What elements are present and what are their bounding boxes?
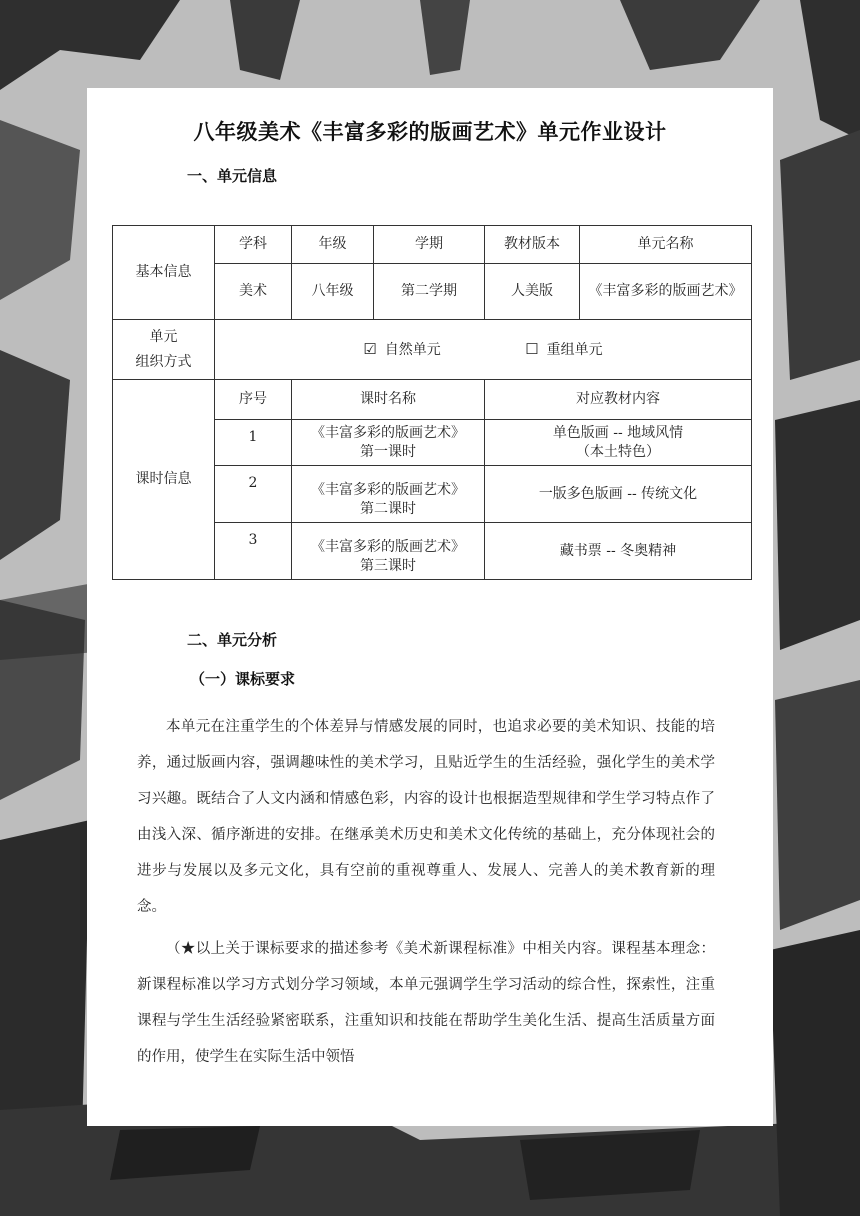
org-method-label xyxy=(113,320,215,380)
lesson-name-line2: 第一课时 xyxy=(360,443,416,460)
lesson-content: 一版多色版画 -- 传统文化 xyxy=(485,466,752,523)
unchecked-box-icon: ☐ xyxy=(525,339,539,358)
lesson-header-name: 课时名称 xyxy=(292,380,485,420)
lesson-content-line1: 单色版画 -- 地域风情 xyxy=(552,424,684,441)
section-heading-unit-info: 一、单元信息 xyxy=(187,167,278,185)
org-label-line2: 组织方式 xyxy=(135,353,192,370)
header-textbook-version: 教材版本 xyxy=(485,226,580,264)
header-unit-name: 单元名称 xyxy=(580,226,752,264)
lesson-number: 1 xyxy=(215,420,292,466)
document-title: 八年级美术《丰富多彩的版画艺术》单元作业设计 xyxy=(193,120,667,144)
body-paragraph: 本单元在注重学生的个体差异与情感发展的同时，也追求必要的美术知识、技能的培养，通过版画内容，强调趣味性的美术学习，且贴近学生的生活经验，强化学生的美术学习兴趣。既结合了人文内涵和情感色彩，内容的设计也根据造型规律和学生学习特点作了由浅入深、循序渐进的安排。在继承美术历史和美术文化传统的基础上，充分体现社会的进步与发展以及多元文化，具有空前的重视尊重人、发展人、完善人的美术教育新的理念。 xyxy=(137,719,715,915)
lesson-name-line1: 《丰富多彩的版画艺术》 xyxy=(311,482,465,498)
checked-box-icon: ☑ xyxy=(363,339,377,358)
lesson-info-label: 课时信息 xyxy=(113,380,215,580)
lesson-name-line2: 第二课时 xyxy=(360,501,416,517)
header-subject: 学科 xyxy=(215,226,292,264)
lesson-header-number: 序号 xyxy=(215,380,292,420)
lesson-name xyxy=(292,420,485,466)
header-term: 学期 xyxy=(374,226,485,264)
value-subject: 美术 xyxy=(215,264,292,320)
regroup-unit-label: 重组单元 xyxy=(546,341,603,358)
body-paragraph: （★以上关于课标要求的描述参考《美术新课程标准》中相关内容。课程基本理念：新课程标准以学习方式划分学习领域，本单元强调学生学习活动的综合性，探索性，注重课程与学生生活经验紧密联系，注重知识和技能在帮助学生美化生活、提高生活质量方面的作用，使学生在实际生活中领悟 xyxy=(137,941,715,1065)
natural-unit-label: 自然单元 xyxy=(384,341,441,358)
section-heading-unit-analysis: 二、单元分析 xyxy=(187,631,278,649)
natural-unit-option[interactable] xyxy=(363,340,440,360)
value-unit-name: 《丰富多彩的版画艺术》 xyxy=(580,264,752,320)
lesson-number: 2 xyxy=(215,466,292,523)
basic-info-label: 基本信息 xyxy=(113,226,215,320)
document-page xyxy=(87,88,773,1126)
lesson-name xyxy=(292,523,485,580)
header-grade: 年级 xyxy=(292,226,374,264)
value-textbook-version: 人美版 xyxy=(485,264,580,320)
subheading-curriculum-requirements: （一）课标要求 xyxy=(190,670,296,688)
lesson-number: 3 xyxy=(215,523,292,580)
lesson-header-content: 对应教材内容 xyxy=(485,380,752,420)
lesson-name-line1: 《丰富多彩的版画艺术》 xyxy=(311,424,465,441)
lesson-content: 藏书票 -- 冬奥精神 xyxy=(485,523,752,580)
org-method-options xyxy=(215,320,752,380)
org-label-line1: 单元 xyxy=(149,328,178,345)
lesson-name-line1: 《丰富多彩的版画艺术》 xyxy=(311,539,465,555)
lesson-content xyxy=(485,420,752,466)
value-grade: 八年级 xyxy=(292,264,374,320)
lesson-name-line2: 第三课时 xyxy=(360,558,416,574)
value-term: 第二学期 xyxy=(374,264,485,320)
lesson-name xyxy=(292,466,485,523)
regroup-unit-option[interactable] xyxy=(525,340,602,360)
unit-info-table xyxy=(112,225,752,580)
lesson-content-line2: （本土特色） xyxy=(576,443,660,460)
